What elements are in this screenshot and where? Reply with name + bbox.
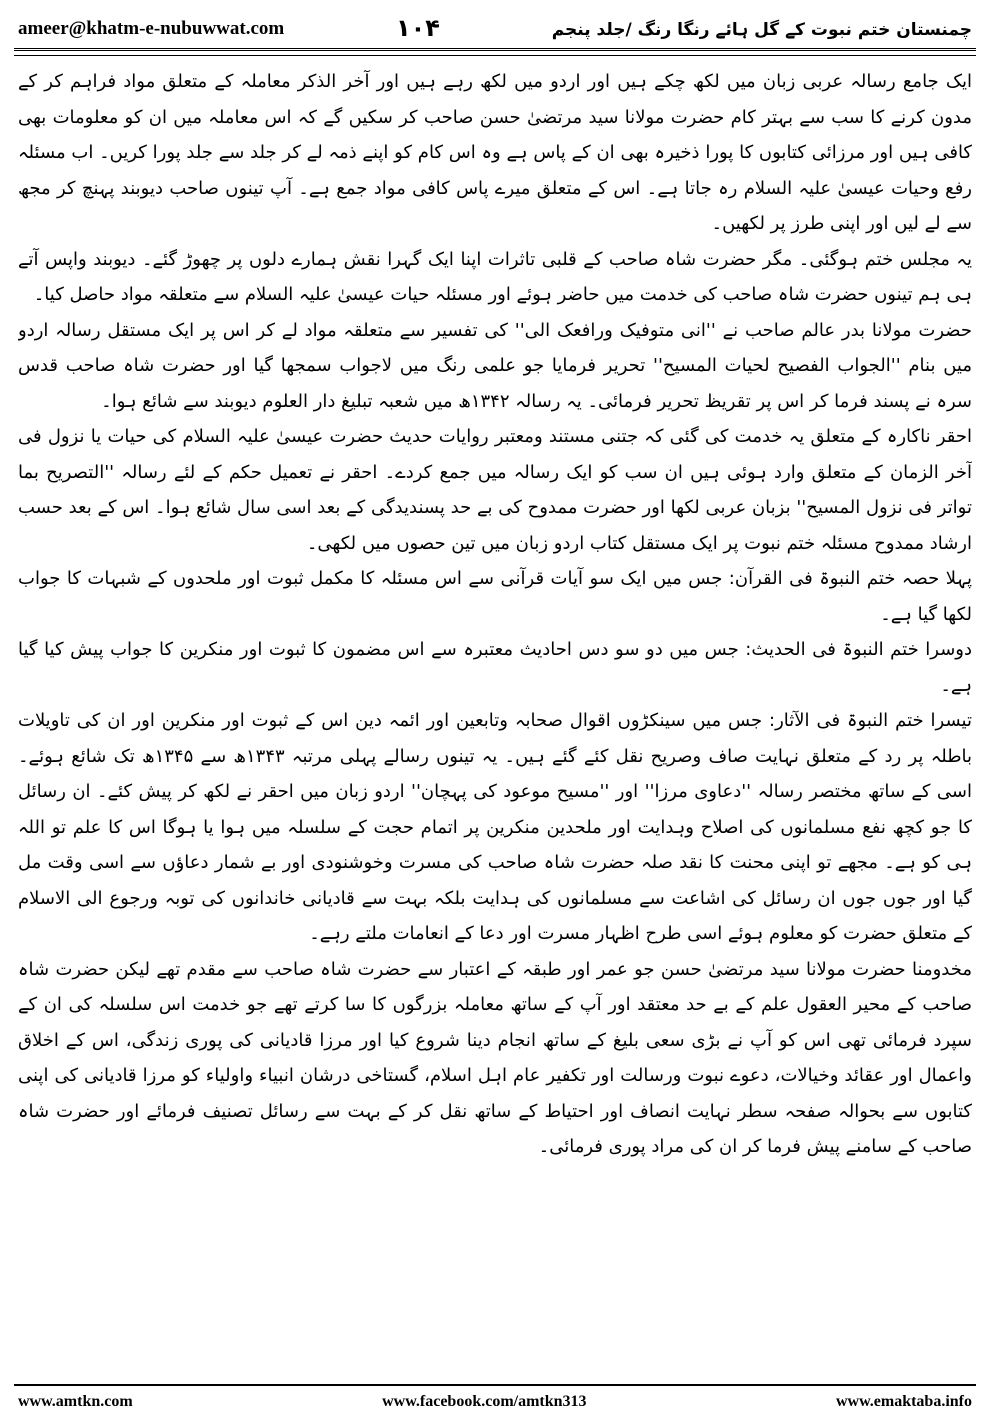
paragraph: مخدومنا حضرت مولانا سید مرتضیٰ حسن جو عمر اور طبقہ کے اعتبار سے حضرت شاہ صاحب سے مقدم تھے لیکن حضرت شاہ صاحب کے محیر العقول علم کے بے حد معتقد اور آپ کے ساتھ معاملہ بزرگوں کا سا کرتے تھے جو خدمت اس سلسلہ کی ان کے سپرد فرمائی تھی اس کو آپ نے بڑی سعی بلیغ کے ساتھ انجام دینا شروع کیا اور مرزا قادیانی کی پوری زندگی، اس کے اخلاق واعمال اور عقائد وخیالات، دعوے نبوت ورسالت اور تکفیر عام اہل اسلام، گستاخی درشان انبیاء واولیاء کو مرزا قادیانی کی اپنی کتابوں سے بحوالہ صفحہ سطر نہایت انصاف اور احتیاط کے ساتھ نقل کر کے بہت سے رسائل تصنیف فرمائے اور حضرت شاہ صاحب کے سامنے پیش فرما کر ان کی مراد پوری فرمائی۔: [18, 958, 972, 1157]
page-footer: [18, 1390, 972, 1414]
paragraph: حضرت مولانا بدر عالم صاحب نے ''انی متوفیک ورافعک الی'' کی تفسیر سے متعلقہ مواد لے کر اس پر ایک مستقل رسالہ اردو میں بنام ''الجواب الفصیح لحیات المسیح'' تحریر فرمایا جو علمی رنگ میں لاجواب سمجھا گیا اور حضرت شاہ صاحب قدس سرہ نے پسند فرما کر اس پر تقریظ تحریر فرمائی۔ یہ رسالہ ۱۳۴۲ھ میں شعبہ تبلیغ دار العلوم دیوبند سے شائع ہوا۔: [18, 319, 972, 412]
paragraph: یہ مجلس ختم ہوگئی۔ مگر حضرت شاہ صاحب کے قلبی تاثرات اپنا ایک گہرا نقش ہمارے دلوں پر چھوڑ گئے۔ دیوبند واپس آتے ہی ہم تینوں حضرت شاہ صاحب کی خدمت میں حاضر ہوئے اور مسئلہ حیات عیسیٰ علیہ السلام سے متعلقہ مواد حاصل کیا۔: [18, 248, 972, 305]
footer-rule: [14, 1384, 976, 1386]
paragraph: پہلا حصہ ختم النبوۃ فی القرآن: جس میں ایک سو آیات قرآنی سے اس مسئلہ کا مکمل ثبوت اور ملحدوں کے شبہات کا جواب لکھا گیا ہے۔: [18, 568, 972, 625]
page-number: ۱۰۴: [395, 14, 440, 42]
book-title: چمنستان ختم نبوت کے گل ہائے رنگا رنگ /جلد پنجم: [551, 20, 972, 40]
paragraph: دوسرا ختم النبوۃ فی الحدیث: جس میں دو سو دس احادیث معتبرہ سے اس مضمون کا ثبوت اور منکرین کا جواب پیش کیا گیا ہے۔: [18, 639, 972, 696]
footer-link-left[interactable]: www.amtkn.com: [18, 1393, 133, 1410]
paragraph: تیسرا ختم النبوۃ فی الآثار: جس میں سینکڑوں اقوال صحابہ وتابعین اور ائمہ دین اس کے ثبوت اور منکرین اور ان کی تاویلات باطلہ پر رد کے متعلق نہایت صاف وصریح نقل کئے گئے ہیں۔ یہ تینوں رسالے پہلی مرتبہ ۱۳۴۳ھ سے ۱۳۴۵ھ تک شائع ہوئے۔ اسی کے ساتھ مختصر رسالہ ''دعاوی مرزا'' اور ''مسیح موعود کی پہچان'' اردو زبان میں احقر نے لکھ کر پیش کئے۔ ان رسائل کا جو کچھ نفع مسلمانوں کی اصلاح وہدایت اور ملحدین منکرین پر اتمام حجت کے سلسلہ میں ہوا یا ہوگا اس کا علم تو اللہ ہی کو ہے۔ مجھے تو اپنی محنت کا نقد صلہ حضرت شاہ صاحب کی مسرت وخوشنودی اور بے شمار دعاؤں سے اسی وقت مل گیا اور جوں جوں ان رسائل کی اشاعت سے مسلمانوں کی ہدایت بلکہ بہت سے قادیانی خاندانوں کی توبہ ورجوع الی الاسلام کے متعلق حضرت کو معلوم ہوئے اسی طرح اظہار مسرت اور دعا کے انعامات ملتے رہے۔: [18, 710, 972, 944]
footer-link-center[interactable]: www.facebook.com/amtkn313: [382, 1393, 587, 1410]
footer-link-right[interactable]: www.emaktaba.info: [835, 1393, 972, 1410]
header-rule: [14, 48, 976, 56]
paragraph: ایک جامع رسالہ عربی زبان میں لکھ چکے ہیں اور اردو میں لکھ رہے ہیں اور آخر الذکر معاملہ کے متعلق مواد فراہم کر کے مدون کرنے کا سب سے بہتر کام حضرت مولانا سید مرتضیٰ حسن صاحب کر سکیں گے کہ اس معاملہ میں ان کو معلومات بھی کافی ہیں اور مرزائی کتابوں کا پورا ذخیرہ بھی ان کے پاس ہے وہ اس کام کو اپنے ذمہ لے کر جلد سے جلد پورا کریں۔ اب مسئلہ رفع وحیات عیسیٰ علیہ السلام رہ جاتا ہے۔ اس کے متعلق میرے پاس کافی مواد جمع ہے۔ آپ تینوں صاحب دیوبند پہنچ کر مجھ سے لے لیں اور اپنی طرز پر لکھیں۔: [18, 71, 972, 234]
header-email: ameer@khatm-e-nubuwwat.com: [18, 18, 285, 39]
paragraph: احقر ناکارہ کے متعلق یہ خدمت کی گئی کہ جتنی مستند ومعتبر روایات حدیث حضرت عیسیٰ علیہ السلام کی حیات یا نزول فی آخر الزمان کے متعلق وارد ہوئی ہیں ان سب کو ایک رسالہ میں جمع کردے۔ احقر نے تعمیل حکم کے لئے رسالہ ''التصریح بما تواتر فی نزول المسیح'' بزبان عربی لکھا اور حضرت ممدوح کی بے حد پسندیدگی کے بعد اسی سال شائع ہوا۔ اس کے بعد حسب ارشاد ممدوح مسئلہ ختم نبوت پر ایک مستقل کتاب اردو زبان میں تین حصوں میں لکھی۔: [18, 426, 972, 554]
page-body: [18, 64, 972, 1374]
page-header: [18, 6, 972, 46]
